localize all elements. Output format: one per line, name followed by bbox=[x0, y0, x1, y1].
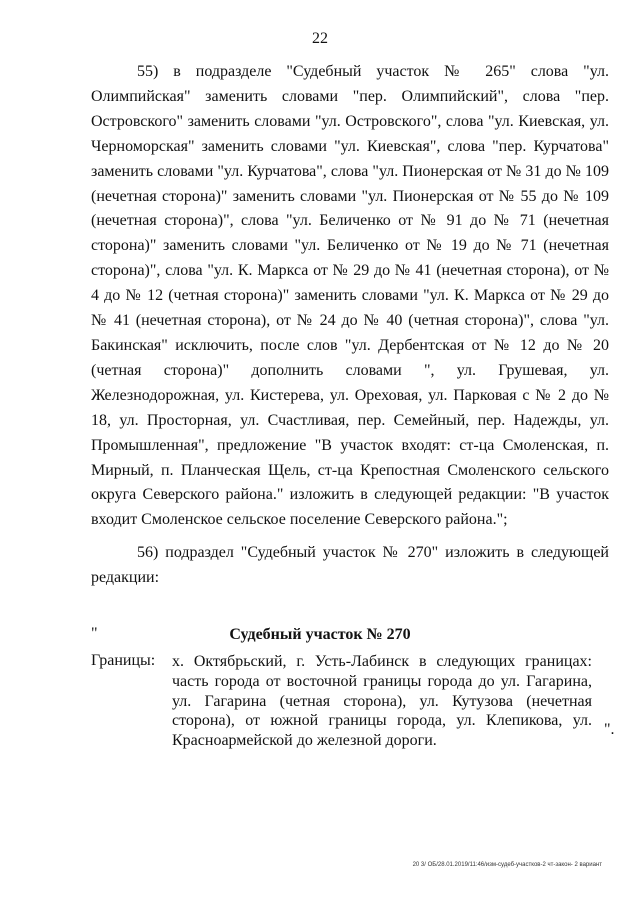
borders-label: Границы: bbox=[91, 652, 156, 669]
open-quote: " bbox=[91, 625, 98, 642]
borders-text: х. Октябрьский, г. Усть-Лабинск в следующих границах: часть города от восточной границы города до ул. Гагарина, ул. Гагарина (четная сторона), ул. Кутузова (нечетная сторона), от южной границы города, ул. Клепикова, ул. Красноармейской до железной дороги. bbox=[172, 653, 592, 750]
body-text bbox=[91, 60, 609, 591]
close-quote: ". bbox=[604, 721, 615, 738]
paragraph-56: 56) подраздел "Судебный участок № 270" изложить в следующей редакции: bbox=[91, 544, 609, 587]
section-heading: Судебный участок № 270 bbox=[229, 626, 411, 643]
footer-note: 20 3/ ОБ/28.01.2019/11:46/изм-судеб-участков-2 чт-закон- 2 вариант bbox=[412, 862, 602, 868]
paragraph-55: 55) в подразделе "Судебный участок № 265" слова "ул. Олимпийская" заменить словами "пер. Олимпийский", слова "пер. Островского" заменить словами "ул. Островского", слова "ул. Киевская, ул. Черноморская" заменить словами "ул. Киевская", слова "пер. Курчатова" заменить словами "ул. Курчатова", слова "ул. Пионерская от № 31 до № 109 (нечетная сторона)" заменить словами "ул. Пионерская от № 55 до № 109 (нечетная сторона)", слова "ул. Беличенко от № 91 до № 71 (нечетная сторона)" заменить словами "ул. Беличенко от № 19 до № 71 (нечетная сторона)", слова "ул. К. Маркса от № 29 до № 41 (нечетная сторона), от № 4 до № 12 (четная сторона)" заменить словами "ул. К. Маркса от № 29 до № 41 (нечетная сторона), от № 24 до № 40 (четная сторона)", слова "ул. Бакинская" исключить, после слов "ул. Дербентская от № 12 до № 20 (четная сторона)" дополнить словами ", ул. Грушевая, ул. Железнодорожная, ул. Кистерева, ул. Ореховая, ул. Парковая с № 2 до № 18, ул. Просторная, ул. Счастливая, пер. Семейный, пер. Надежды, ул. Промышленная", предложение "В участок входят: ст-ца Смоленская, п. Мирный, п. Планческая Щель, ст-ца Крепостная Смоленского сельского округа Северского района." изложить в следующей редакции: "В участок входит Смоленское сельское поселение Северского района."; bbox=[91, 63, 609, 529]
page-number: 22 bbox=[312, 30, 328, 47]
